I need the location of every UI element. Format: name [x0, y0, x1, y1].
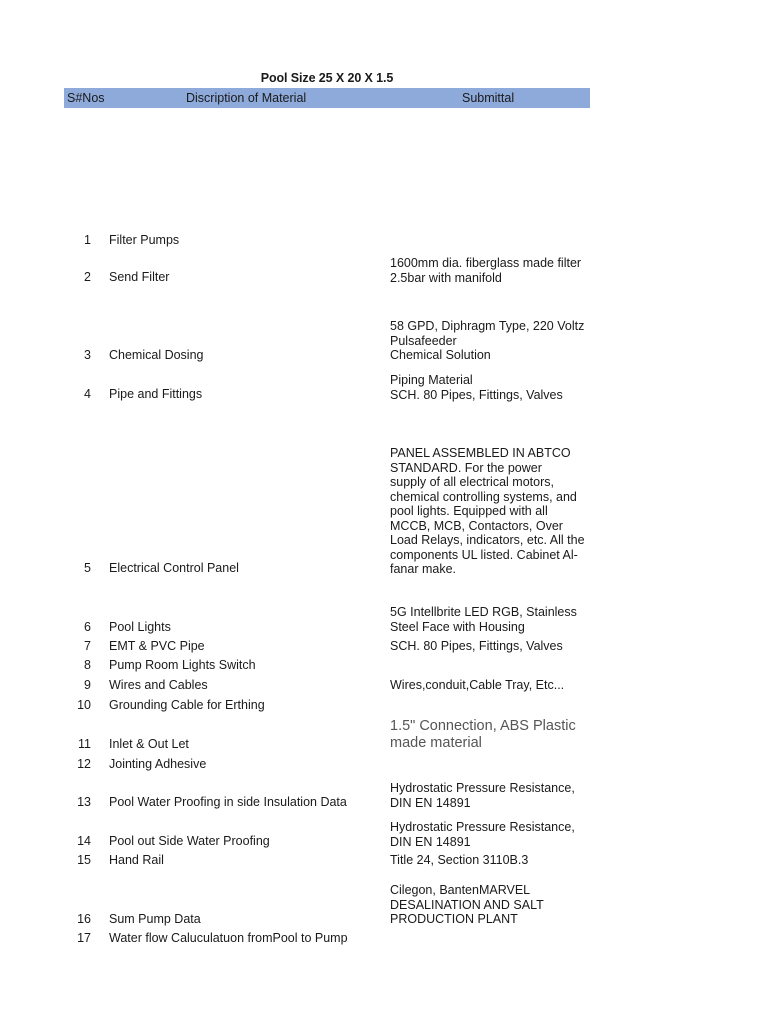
row-description: Wires and Cables [109, 678, 208, 692]
row-submittal: Title 24, Section 3110B.3 [390, 853, 529, 867]
table-header [64, 88, 590, 108]
row-submittal: 5G Intellbrite LED RGB, Stainless Steel Face with Housing [390, 605, 577, 634]
row-number: 3 [84, 348, 91, 362]
row-number: 2 [84, 270, 91, 284]
row-description: Sum Pump Data [109, 912, 201, 926]
row-description: Pipe and Fittings [109, 387, 203, 401]
row-number: 9 [84, 678, 91, 692]
row-description: Pool out Side Water Proofing [109, 834, 270, 848]
row-number: 13 [77, 795, 91, 809]
row-number: 5 [84, 561, 91, 575]
row-number: 16 [77, 912, 91, 926]
row-description: Chemical Dosing [109, 348, 204, 362]
row-description: Hand Rail [109, 853, 164, 867]
row-description: Water flow Caluculatuon fromPool to Pump [109, 931, 348, 945]
row-submittal: Hydrostatic Pressure Resistance, DIN EN 14891 [390, 781, 575, 810]
row-number: 14 [77, 834, 91, 848]
row-submittal: 1600mm dia. fiberglass made filter 2.5bar with manifold [390, 256, 582, 285]
row-number: 6 [84, 620, 91, 634]
column-header-submittal: Submittal [462, 91, 515, 105]
row-description: Send Filter [109, 270, 170, 284]
row-number: 12 [77, 757, 91, 771]
row-description: EMT & PVC Pipe [109, 639, 205, 653]
row-description: Pool Lights [109, 620, 171, 634]
row-number: 7 [84, 639, 91, 653]
column-header-description: Discription of Material [186, 91, 307, 105]
row-number: 1 [84, 233, 91, 247]
row-description: Pump Room Lights Switch [109, 658, 256, 672]
row-description: Inlet & Out Let [109, 737, 189, 751]
row-number: 10 [77, 698, 91, 712]
row-submittal: PANEL ASSEMBLED IN ABTCO STANDARD. For the power supply of all electrical motors, chemical controlling systems, and pool lights. Equipped with all MCCB, MCB, Contactors, Over Load Relays, indicators, etc. All the components UL listed. Cabinet Al- fanar make. [390, 446, 585, 576]
column-header-sno: S#Nos [67, 91, 105, 105]
row-number: 15 [77, 853, 91, 867]
row-submittal: 58 GPD, Diphragm Type, 220 Voltz Pulsafeeder Chemical Solution [390, 319, 585, 362]
row-description: Filter Pumps [109, 233, 180, 247]
row-description: Pool Water Proofing in side Insulation Data [109, 795, 347, 809]
row-number: 4 [84, 387, 91, 401]
row-submittal: Piping Material SCH. 80 Pipes, Fittings, Valves [390, 373, 563, 402]
row-submittal: Wires,conduit,Cable Tray, Etc... [390, 678, 565, 692]
row-submittal: 1.5" Connection, ABS Plastic made material [390, 718, 576, 751]
row-description: Electrical Control Panel [109, 561, 239, 575]
row-submittal: Cilegon, BantenMARVEL DESALINATION AND SALT PRODUCTION PLANT [390, 883, 544, 926]
row-submittal: Hydrostatic Pressure Resistance, DIN EN 14891 [390, 820, 575, 849]
row-description: Jointing Adhesive [109, 757, 207, 771]
sheet-title: Pool Size 25 X 20 X 1.5 [260, 71, 394, 85]
row-number: 8 [84, 658, 91, 672]
row-number: 17 [77, 931, 91, 945]
row-number: 11 [78, 737, 91, 751]
row-description: Grounding Cable for Erthing [109, 698, 265, 712]
row-submittal: SCH. 80 Pipes, Fittings, Valves [390, 639, 563, 653]
